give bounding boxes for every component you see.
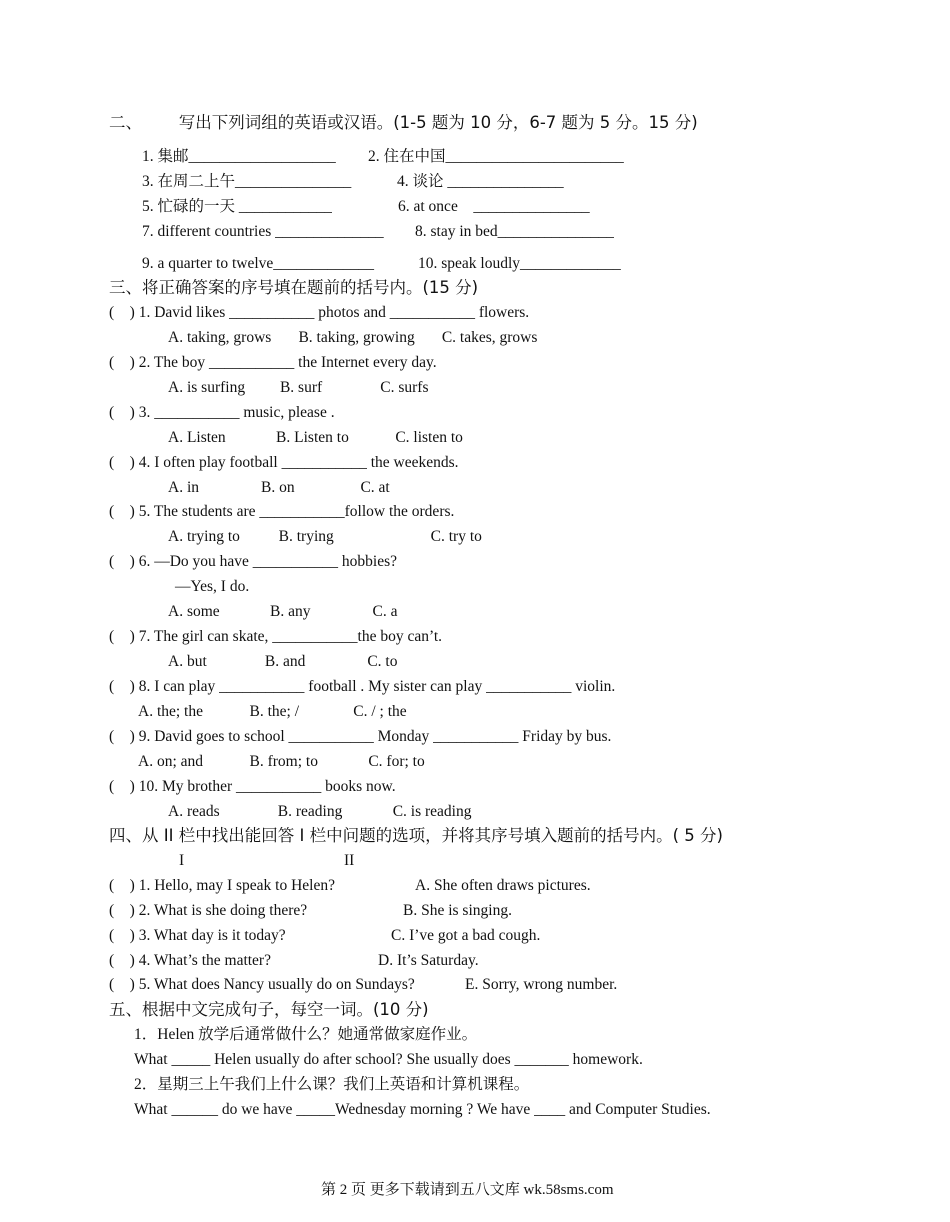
question-line: ( ) 4. I often play football ___________ the weekends.: [109, 454, 459, 471]
section-5-heading: 五、根据中文完成句子，每空一词。(10 分): [109, 1000, 429, 1019]
match-answer: D. It’s Saturday.: [378, 952, 479, 969]
match-answer: C. I’ve got a bad cough.: [391, 927, 541, 944]
match-question: ( ) 2. What is she doing there?: [109, 902, 308, 919]
translation-sentence: What _____ Helen usually do after school? She usually does _______ homework.: [134, 1051, 643, 1068]
options-line: A. the; the B. the; / C. / ; the: [138, 703, 407, 720]
page-footer: 第 2 页 更多下载请到五八文库 wk.58sms.com: [321, 1182, 614, 1198]
section-3-heading: 三、将正确答案的序号填在题前的括号内。(15 分): [109, 278, 479, 297]
match-answer: E. Sorry, wrong number.: [465, 976, 618, 993]
match-question: ( ) 5. What does Nancy usually do on Sundays?: [109, 976, 415, 993]
vocab-item: 6. at once _______________: [398, 198, 590, 215]
question-line: ( ) 7. The girl can skate, ___________the boy can’t.: [109, 628, 443, 645]
translation-prompt: 2．星期三上午我们上什么课？我们上英语和计算机课程。: [134, 1076, 530, 1093]
match-question: ( ) 4. What’s the matter?: [109, 952, 271, 969]
match-answer: A. She often draws pictures.: [415, 877, 591, 894]
column-header-ii: II: [344, 852, 355, 869]
options-line: A. some B. any C. a: [168, 603, 398, 620]
question-line: ( ) 5. The students are ___________follow the orders.: [109, 503, 455, 520]
options-line: A. is surfing B. surf C. surfs: [168, 379, 429, 396]
options-line: A. taking, grows B. taking, growing C. takes, grows: [168, 329, 538, 346]
match-question: ( ) 3. What day is it today?: [109, 927, 286, 944]
vocab-item: 4. 谈论 _______________: [397, 173, 564, 190]
question-line: ( ) 3. ___________ music, please .: [109, 404, 335, 421]
translation-prompt: 1．Helen 放学后通常做什么？她通常做家庭作业。: [134, 1026, 478, 1043]
vocab-item: 3. 在周二上午_______________: [142, 173, 352, 190]
vocab-item: 2. 住在中国_______________________: [368, 148, 624, 165]
answer-line: —Yes, I do.: [175, 578, 250, 595]
options-line: A. on; and B. from; to C. for; to: [138, 753, 425, 770]
options-line: A. Listen B. Listen to C. listen to: [168, 429, 463, 446]
vocab-item: 8. stay in bed_______________: [415, 223, 614, 240]
options-line: A. in B. on C. at: [168, 479, 390, 496]
vocab-item: 7. different countries ______________: [142, 223, 384, 240]
options-line: A. reads B. reading C. is reading: [168, 803, 472, 820]
options-line: A. but B. and C. to: [168, 653, 398, 670]
vocab-item: 5. 忙碌的一天 ____________: [142, 198, 332, 215]
options-line: A. trying to B. trying C. try to: [168, 528, 482, 545]
question-line: ( ) 2. The boy ___________ the Internet every day.: [109, 354, 437, 371]
vocab-item: 9. a quarter to twelve_____________: [142, 255, 375, 272]
match-question: ( ) 1. Hello, may I speak to Helen?: [109, 877, 335, 894]
question-line: ( ) 9. David goes to school ___________ Monday ___________ Friday by bus.: [109, 728, 612, 745]
section-2-heading: 二、 写出下列词组的英语或汉语。(1-5 题为 10 分，6-7 题为 5 分。15 分): [109, 113, 698, 132]
section-4-heading: 四、从 II 栏中找出能回答 I 栏中问题的选项，并将其序号填入题前的括号内。( 5 分): [109, 826, 723, 845]
vocab-item: 1. 集邮___________________: [142, 148, 336, 165]
question-line: ( ) 8. I can play ___________ football . My sister can play ___________ violin.: [109, 678, 616, 695]
translation-sentence: What ______ do we have _____Wednesday morning ? We have ____ and Computer Studies.: [134, 1101, 711, 1118]
column-header-i: I: [179, 852, 185, 869]
question-line: ( ) 1. David likes ___________ photos and ___________ flowers.: [109, 304, 530, 321]
match-answer: B. She is singing.: [403, 902, 512, 919]
vocab-item: 10. speak loudly_____________: [418, 255, 621, 272]
question-line: ( ) 6. —Do you have ___________ hobbies?: [109, 553, 397, 570]
question-line: ( ) 10. My brother ___________ books now.: [109, 778, 396, 795]
